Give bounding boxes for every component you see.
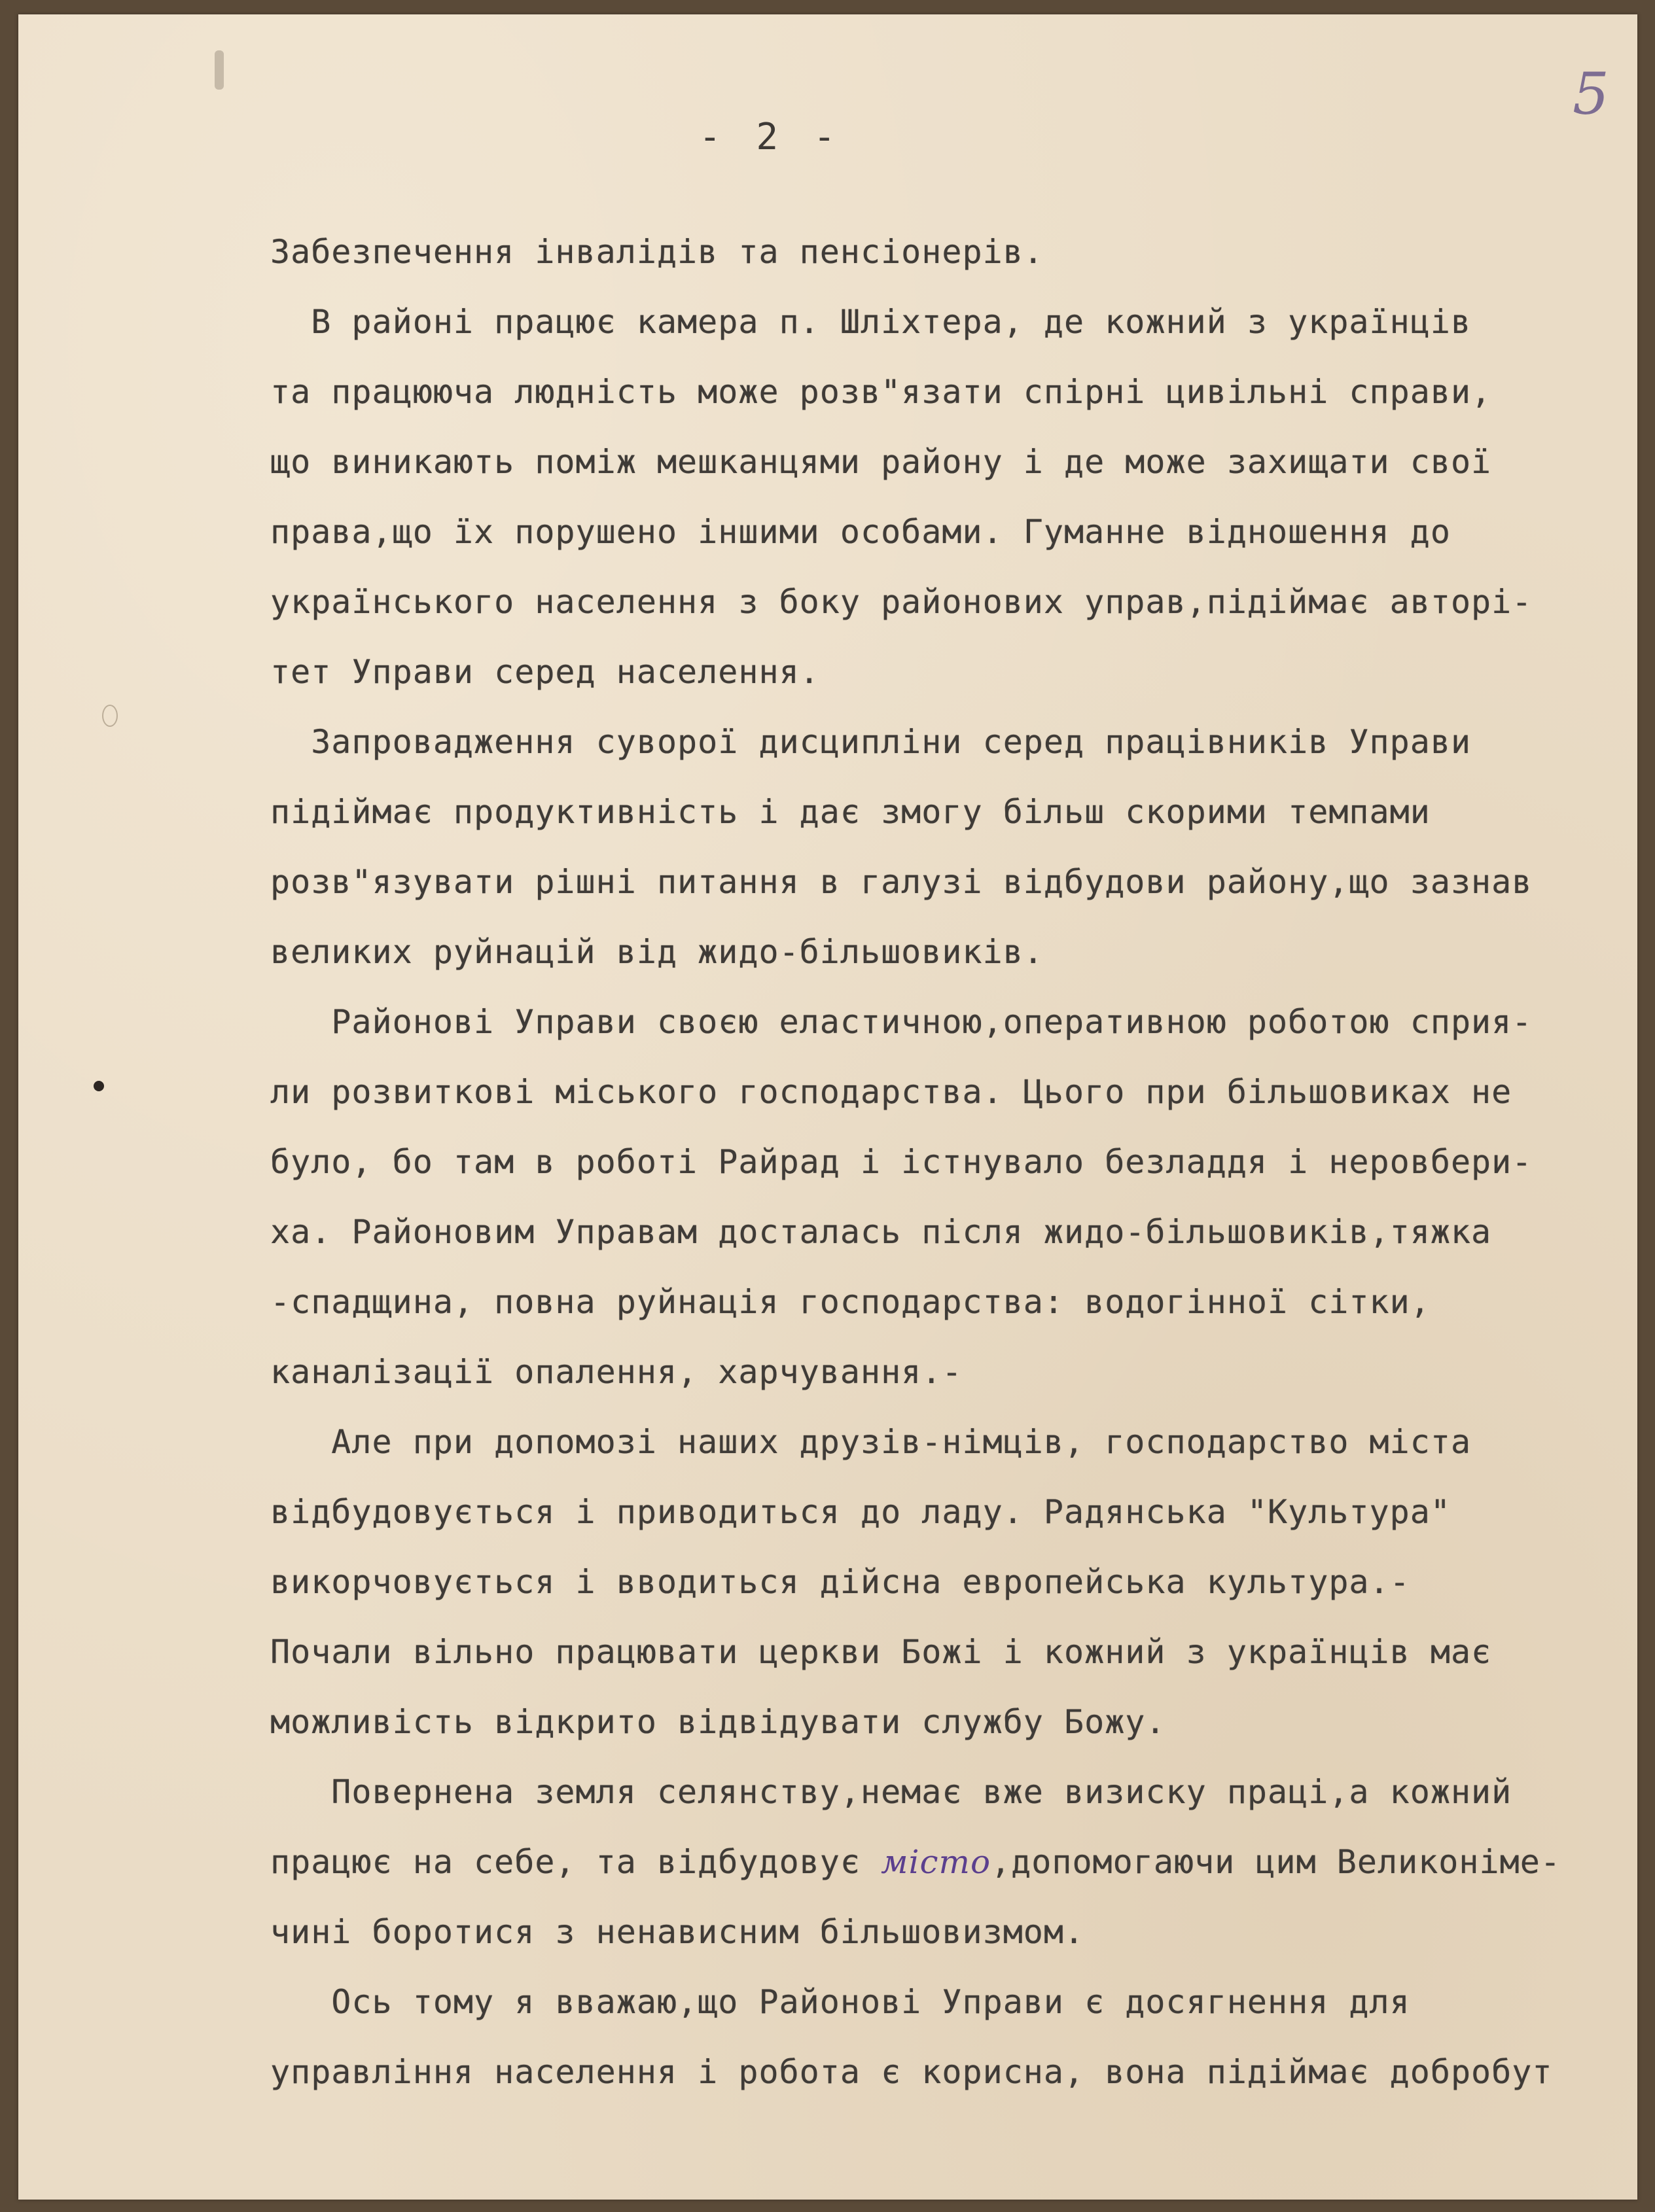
text-line: тет Управи серед населення. (270, 653, 820, 691)
edge-stain (215, 50, 224, 90)
text-line: можливість відкрито відвідувати службу Божу. (270, 1703, 1166, 1741)
text-line: управління населення і робота є корисна, вона підіймає добробут (270, 2053, 1553, 2091)
text-line: -спадщина, повна руйнація господарства: водогінної сітки, (270, 1283, 1431, 1321)
ink-dot (94, 1081, 104, 1091)
text-line: ха. Районовим Управам досталась після жидо-більшовиків,тяжка (270, 1213, 1492, 1251)
text-line: чині боротися з ненависним більшовизмом. (270, 1913, 1085, 1951)
text-line: Запровадження суворої дисципліни серед працівників Управи (270, 723, 1472, 761)
text-line: та працююча людність може розв"язати спірні цивільні справи, (270, 373, 1492, 411)
archive-folio-number: 5 (1573, 60, 1609, 128)
text-line: Але при допомозі наших друзів-німців, господарство міста (270, 1423, 1472, 1461)
typewritten-body (270, 217, 1655, 2107)
text-line: що виникають поміж мешканцями району і де може захищати свої (270, 443, 1492, 481)
text-line: викорчовується і вводиться дійсна европейська культура.- (270, 1563, 1410, 1601)
text-line: Районові Управи своєю еластичною,оперативною роботою сприя- (270, 1003, 1533, 1041)
text-line: Почали вільно працювати церкви Божі і кожний з українців має (270, 1633, 1492, 1671)
text-line: великих руйнацій від жидо-більшовиків. (270, 933, 1044, 971)
punch-hole (102, 705, 118, 727)
text-line: відбудовується і приводиться до ладу. Радянська "Культура" (270, 1493, 1451, 1531)
text-line: підіймає продуктивність і дає змогу більш скорими темпами (270, 793, 1431, 831)
text-line-with-handwritten-correction: працює на себе, та відбудовує місто,допомогаючи цим Великоніме- (270, 1843, 1561, 1881)
text-line: В районі працює камера п. Шліхтера, де кожний з українців (270, 303, 1472, 341)
handwritten-correction: місто (881, 1843, 991, 1881)
page-number: - 2 - (699, 116, 842, 158)
text-line: права,що їх порушено іншими особами. Гуманне відношення до (270, 513, 1451, 551)
text-line: Повернена земля селянству,немає вже визиску праці,а кожний (270, 1773, 1512, 1811)
text-line: каналізації опалення, харчування.- (270, 1353, 963, 1391)
text-line: Ось тому я вважаю,що Районові Управи є досягнення для (270, 1983, 1410, 2021)
text-line: українського населення з боку районових управ,підіймає авторі- (270, 583, 1533, 621)
text-line: ли розвиткові міського господарства. Цього при більшовиках не (270, 1073, 1512, 1111)
text-line-heading: Забезпечення інвалідів та пенсіонерів. (270, 233, 1044, 271)
text-line: розв"язувати рішні питання в галузі відбудови району,що зазнав (270, 863, 1533, 901)
document-page (18, 14, 1637, 2200)
text-line: було, бо там в роботі Райрад і істнувало безладдя і неровбери- (270, 1143, 1533, 1181)
